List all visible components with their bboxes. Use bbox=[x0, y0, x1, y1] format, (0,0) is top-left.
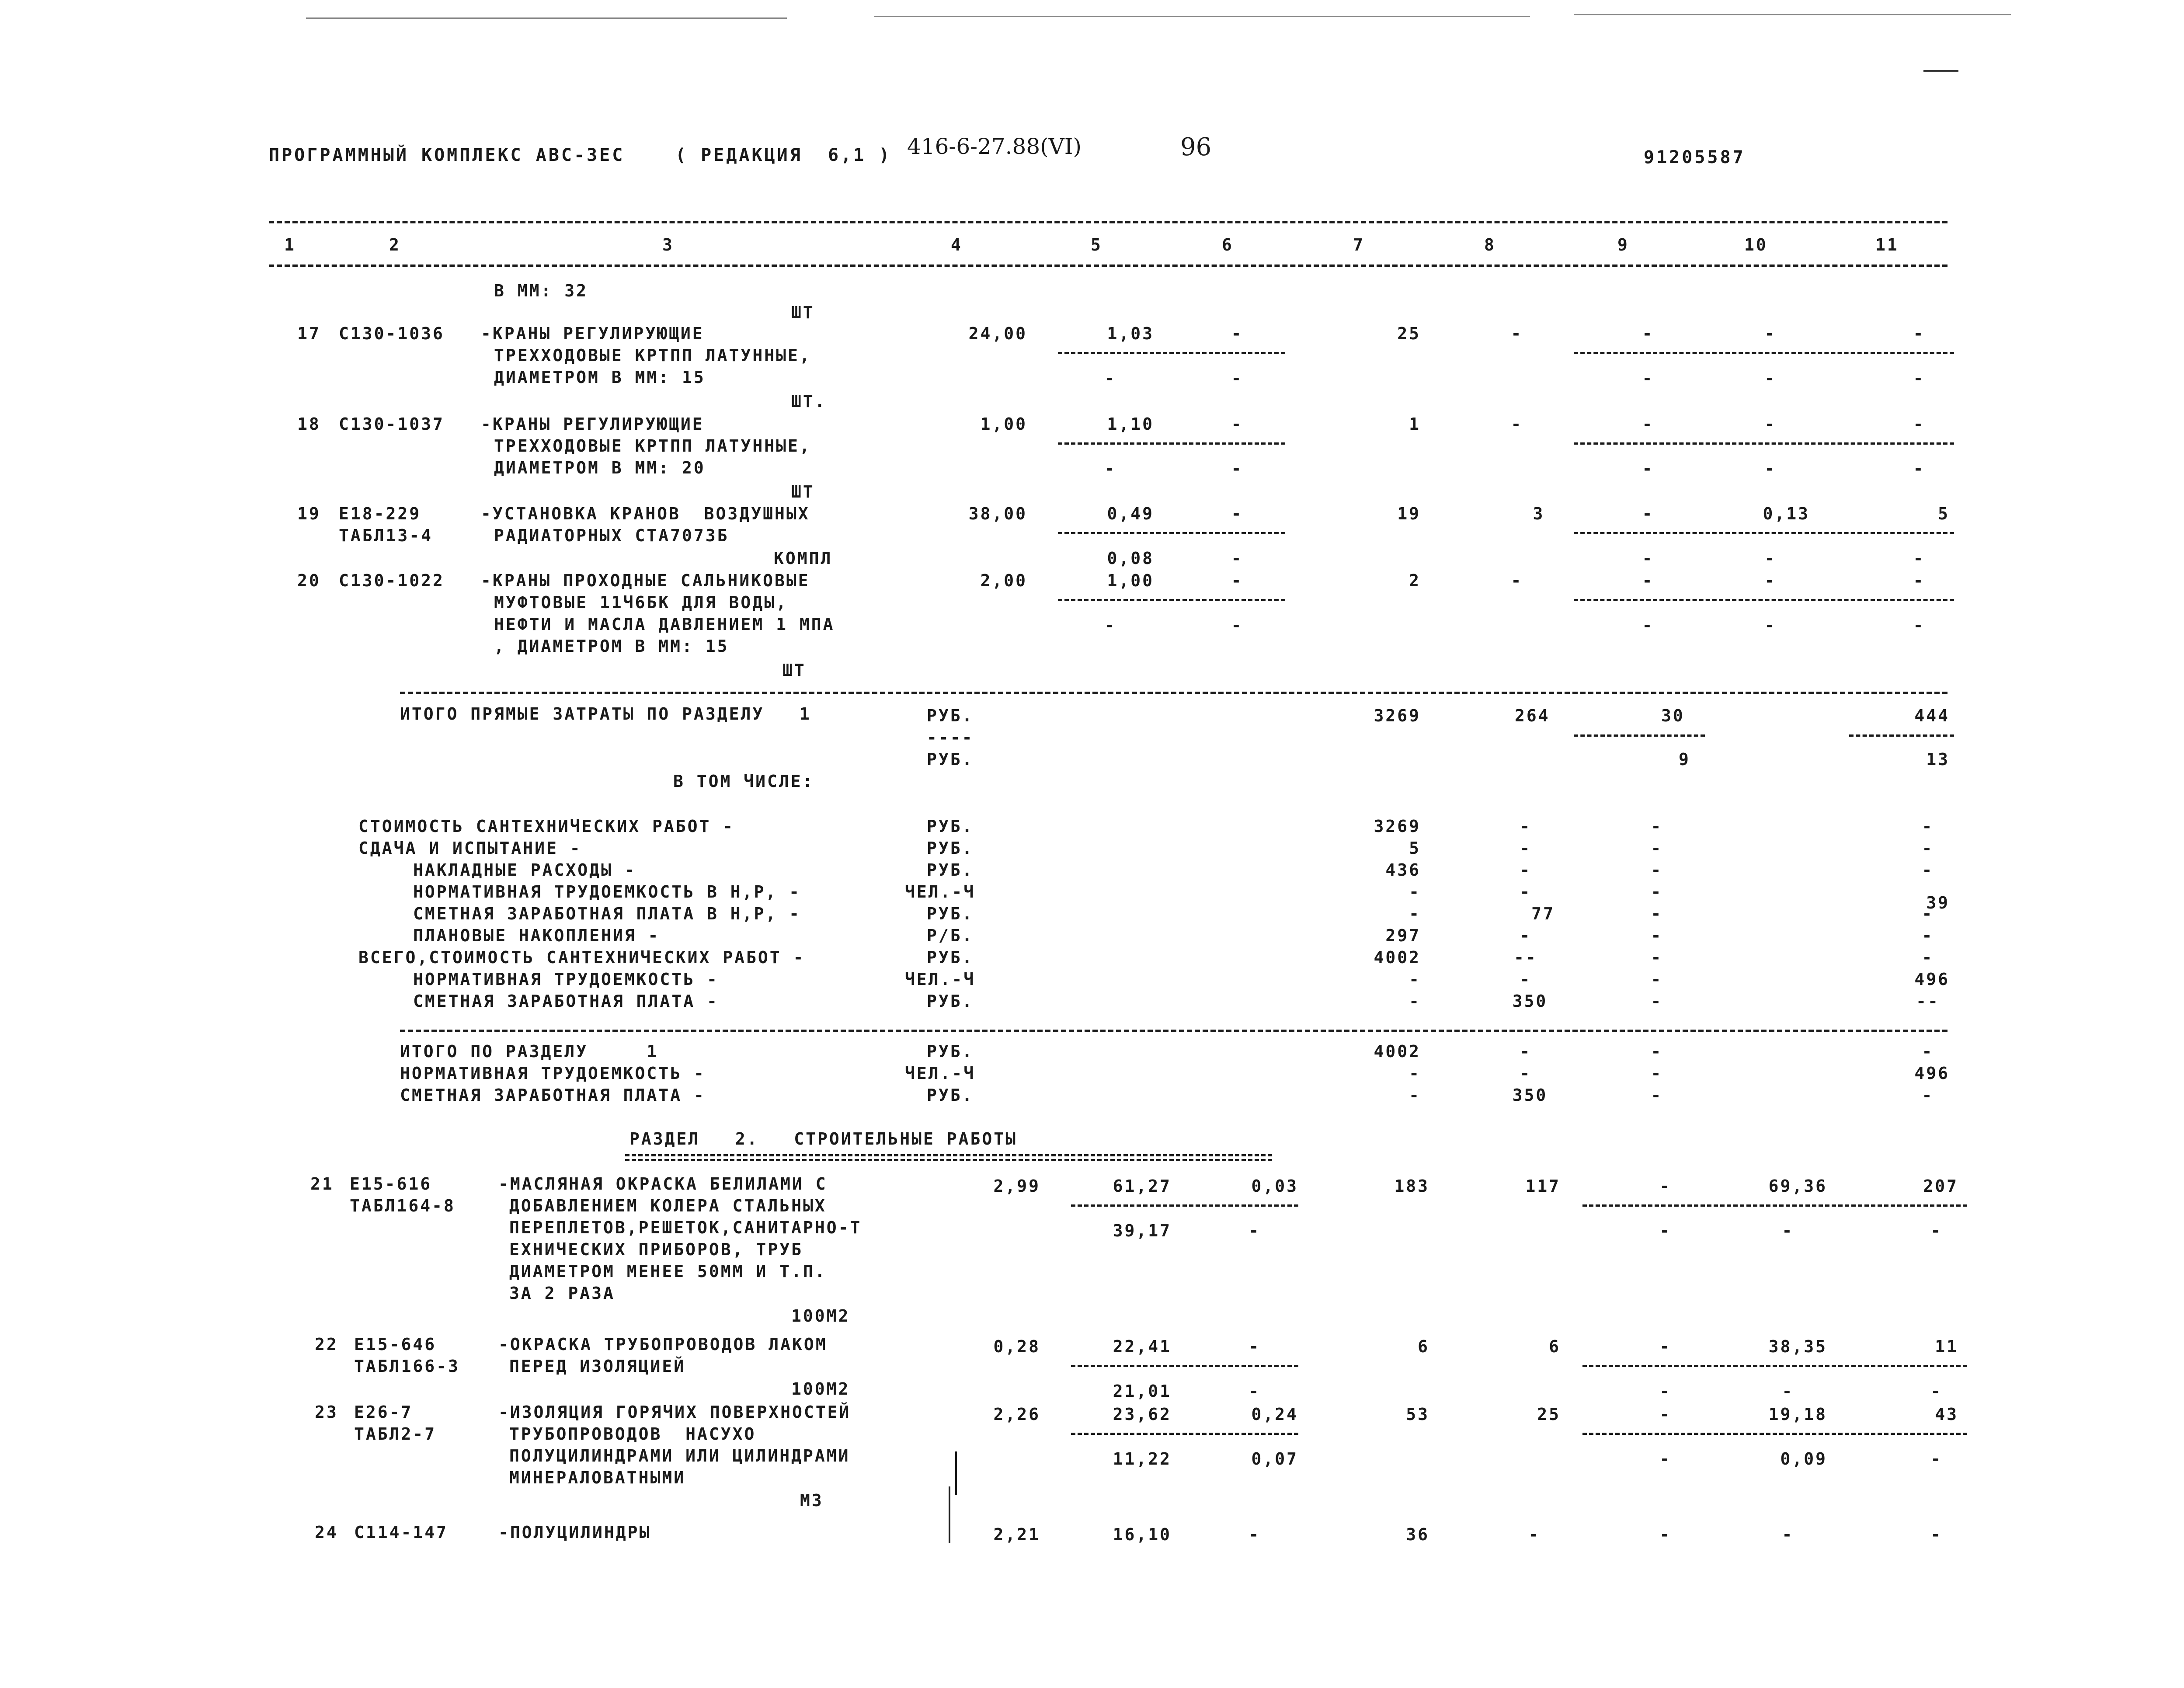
breakdown-c7: - bbox=[1409, 882, 1421, 901]
breakdown-unit: РУБ. bbox=[927, 860, 974, 880]
breakdown-c7: 3269 bbox=[1374, 817, 1421, 836]
row-subcode: ТАБЛ166-3 bbox=[354, 1357, 460, 1376]
cell-c6: - bbox=[1231, 571, 1243, 590]
row-code: С130-1036 bbox=[339, 324, 445, 343]
breakdown-c9: - bbox=[1651, 970, 1663, 989]
cell-c5-sub: 39,17 bbox=[1113, 1221, 1172, 1240]
col-header-11: 11 bbox=[1875, 235, 1899, 254]
section-total-c11: 444 bbox=[1914, 706, 1950, 725]
row-desc-line: -КРАНЫ РЕГУЛИРУЮЩИЕ bbox=[481, 414, 704, 434]
cell-qty: 1,00 bbox=[980, 414, 1027, 434]
cell-c8: - bbox=[1511, 414, 1523, 434]
row-desc-line: ДОБАВЛЕНИЕМ КОЛЕРА СТАЛЬНЫХ bbox=[509, 1196, 827, 1215]
cell-c10: 19,18 bbox=[1768, 1405, 1827, 1424]
breakdown-c8: 77 bbox=[1531, 904, 1555, 923]
final-total-c11: - bbox=[1922, 1042, 1934, 1061]
cell-c9-sub: - bbox=[1642, 549, 1654, 568]
breakdown-c7: - bbox=[1409, 992, 1421, 1011]
cell-c9: - bbox=[1642, 324, 1654, 343]
cell-c7: 19 bbox=[1397, 504, 1421, 523]
breakdown-unit: Р/Б. bbox=[927, 926, 974, 945]
section-total-c11-sub: 13 bbox=[1926, 750, 1950, 769]
section-2-title-underline bbox=[625, 1154, 1272, 1161]
breakdown-c9: - bbox=[1651, 926, 1663, 945]
row-number: 19 bbox=[297, 504, 321, 523]
row-desc-line: МУФТОВЫЕ 11Ч6БК ДЛЯ ВОДЫ, bbox=[494, 593, 788, 612]
breakdown-c7: 4002 bbox=[1374, 948, 1421, 967]
breakdown-unit: РУБ. bbox=[927, 839, 974, 858]
subtotal-rule bbox=[1058, 532, 1285, 534]
col-header-7: 7 bbox=[1353, 235, 1365, 254]
header-bottom-rule bbox=[269, 265, 1948, 267]
handwritten-mark bbox=[955, 1451, 957, 1495]
cell-c10-sub: - bbox=[1782, 1221, 1794, 1240]
section-total-rule bbox=[400, 692, 1948, 694]
breakdown-c11: - bbox=[1922, 839, 1934, 858]
document-code: 91205587 bbox=[1644, 147, 1746, 167]
breakdown-unit: РУБ. bbox=[927, 992, 974, 1011]
cell-c6: - bbox=[1231, 414, 1243, 434]
row-unit: КОМПЛ bbox=[774, 549, 833, 568]
cell-c5-sub: 21,01 bbox=[1113, 1382, 1172, 1401]
cell-c7: 183 bbox=[1394, 1176, 1429, 1196]
final-total-c7: 4002 bbox=[1374, 1042, 1421, 1061]
cell-c11-sub: - bbox=[1913, 616, 1925, 635]
cell-c5: 23,62 bbox=[1113, 1405, 1172, 1424]
breakdown-c9: - bbox=[1651, 839, 1663, 858]
cell-c9: - bbox=[1659, 1176, 1672, 1196]
cell-c7: 2 bbox=[1409, 571, 1421, 590]
row-desc-line: -МАСЛЯНАЯ ОКРАСКА БЕЛИЛАМИ С bbox=[498, 1174, 828, 1194]
final-total-unit: ЧЕЛ.-Ч bbox=[905, 1064, 976, 1083]
cell-c11-sub: - bbox=[1930, 1221, 1943, 1240]
final-total-unit: РУБ. bbox=[927, 1042, 974, 1061]
breakdown-c11: - bbox=[1922, 926, 1934, 945]
subtotal-rule bbox=[1071, 1204, 1298, 1207]
row-desc-line: -ИЗОЛЯЦИЯ ГОРЯЧИХ ПОВЕРХНОСТЕЙ bbox=[498, 1403, 851, 1422]
col-header-6: 6 bbox=[1222, 235, 1234, 254]
cell-qty: 2,21 bbox=[993, 1525, 1040, 1544]
cell-c9: - bbox=[1659, 1337, 1672, 1356]
cell-qty: 2,26 bbox=[993, 1405, 1040, 1424]
cell-c11: - bbox=[1930, 1525, 1943, 1544]
cell-c5: 61,27 bbox=[1113, 1176, 1172, 1196]
section-total-c9-sub: 9 bbox=[1679, 750, 1690, 769]
page-number: 96 bbox=[1180, 133, 1212, 161]
breakdown-label: СДАЧА И ИСПЫТАНИЕ - bbox=[358, 839, 582, 858]
cell-c5: 1,00 bbox=[1107, 571, 1154, 590]
row-desc-line: ТРЕХХОДОВЫЕ КРТПП ЛАТУННЫЕ, bbox=[494, 346, 811, 365]
breakdown-c7: 297 bbox=[1385, 926, 1421, 945]
scan-artifact-line bbox=[1574, 14, 2011, 15]
section-total-c8: 264 bbox=[1515, 706, 1550, 725]
continuation-unit: ШТ bbox=[791, 303, 815, 322]
cell-c5: 16,10 bbox=[1113, 1525, 1172, 1544]
breakdown-c7: 436 bbox=[1385, 860, 1421, 880]
cell-c11: 207 bbox=[1923, 1176, 1958, 1196]
cell-c10-sub: - bbox=[1764, 616, 1777, 635]
breakdown-c9: - bbox=[1651, 882, 1663, 901]
subtotal-rule bbox=[1574, 734, 1705, 737]
cell-c9-sub: - bbox=[1642, 616, 1654, 635]
row-number: 24 bbox=[315, 1523, 338, 1542]
row-desc-line: ДИАМЕТРОМ В ММ: 15 bbox=[494, 368, 706, 387]
subtotal-rule bbox=[1071, 1365, 1298, 1367]
row-desc-line: , ДИАМЕТРОМ В ММ: 15 bbox=[494, 637, 729, 656]
breakdown-c8: - bbox=[1520, 970, 1532, 989]
cell-c10: 69,36 bbox=[1768, 1176, 1827, 1196]
breakdown-label: СМЕТНАЯ ЗАРАБОТНАЯ ПЛАТА - bbox=[413, 992, 719, 1011]
subtotal-rule bbox=[1574, 442, 1954, 445]
breakdown-c9: - bbox=[1651, 817, 1663, 836]
breakdown-label: НОРМАТИВНАЯ ТРУДОЕМКОСТЬ В Н,Р, - bbox=[413, 882, 801, 901]
edition-label: ( РЕДАКЦИЯ 6,1 ) bbox=[675, 145, 892, 165]
col-header-2: 2 bbox=[389, 235, 401, 254]
subtotal-rule bbox=[1849, 734, 1954, 737]
section-total-unit: РУБ. bbox=[927, 706, 974, 725]
col-header-9: 9 bbox=[1617, 235, 1629, 254]
subtotal-rule bbox=[1574, 532, 1954, 534]
scan-artifact-line bbox=[306, 17, 787, 19]
row-code: С130-1022 bbox=[339, 571, 445, 590]
cell-c9: - bbox=[1659, 1525, 1672, 1544]
row-number: 17 bbox=[297, 324, 321, 343]
cell-c5: 1,10 bbox=[1107, 414, 1154, 434]
cell-c6-sub: - bbox=[1248, 1382, 1261, 1401]
col-header-8: 8 bbox=[1484, 235, 1496, 254]
subtotal-rule bbox=[1058, 442, 1285, 445]
section-total-c7: 3269 bbox=[1374, 706, 1421, 725]
cell-c11: - bbox=[1913, 571, 1925, 590]
row-desc-line: МИНЕРАЛОВАТНЫМИ bbox=[509, 1468, 686, 1487]
cell-c8: 6 bbox=[1549, 1337, 1561, 1356]
cell-c11: - bbox=[1913, 414, 1925, 434]
row-desc-line: ДИАМЕТРОМ В ММ: 20 bbox=[494, 458, 706, 477]
final-total-c11: 496 bbox=[1914, 1064, 1950, 1083]
project-code-handwritten: 416-6-27.88(VI) bbox=[907, 134, 1082, 159]
cell-c11-sub: - bbox=[1913, 369, 1925, 388]
header-top-rule bbox=[269, 221, 1948, 223]
cell-c10: - bbox=[1764, 414, 1777, 434]
scan-artifact-line bbox=[874, 16, 1530, 17]
row-desc-line: РАДИАТОРНЫХ СТА7073Б bbox=[494, 526, 729, 545]
cell-c6: 0,24 bbox=[1251, 1405, 1298, 1424]
row-unit: ШТ bbox=[791, 482, 815, 501]
cell-c8: - bbox=[1511, 324, 1523, 343]
final-total-label: ИТОГО ПО РАЗДЕЛУ 1 bbox=[400, 1042, 659, 1061]
final-total-c9: - bbox=[1651, 1042, 1663, 1061]
breakdown-c11: - bbox=[1922, 817, 1934, 836]
cell-c9-sub: - bbox=[1659, 1221, 1672, 1240]
breakdown-c8: - bbox=[1520, 817, 1532, 836]
cell-c7: 1 bbox=[1409, 414, 1421, 434]
breakdown-unit: РУБ. bbox=[927, 817, 974, 836]
cell-c9-sub: - bbox=[1642, 459, 1654, 478]
row-desc-line: -КРАНЫ РЕГУЛИРУЮЩИЕ bbox=[481, 324, 704, 343]
row-desc-line: -ОКРАСКА ТРУБОПРОВОДОВ ЛАКОМ bbox=[498, 1335, 828, 1354]
row-code: Е18-229 bbox=[339, 504, 421, 523]
breakdown-label: СТОИМОСТЬ САНТЕХНИЧЕСКИХ РАБОТ - bbox=[358, 817, 735, 836]
subtotal-rule bbox=[1574, 352, 1954, 354]
row-desc-line: -УСТАНОВКА КРАНОВ ВОЗДУШНЫХ bbox=[481, 504, 810, 523]
row-code: Е15-616 bbox=[350, 1174, 432, 1194]
row-unit: ШТ bbox=[782, 661, 806, 680]
breakdown-c11: 496 bbox=[1914, 970, 1950, 989]
subtotal-rule bbox=[1574, 599, 1954, 601]
breakdown-c9: - bbox=[1651, 948, 1663, 967]
final-total-c9: - bbox=[1651, 1064, 1663, 1083]
row-number: 18 bbox=[297, 414, 321, 434]
breakdown-c8: - bbox=[1520, 839, 1532, 858]
breakdown-c7: 5 bbox=[1409, 839, 1421, 858]
breakdown-label: СМЕТНАЯ ЗАРАБОТНАЯ ПЛАТА В Н,Р, - bbox=[413, 904, 801, 923]
cell-c10-sub: - bbox=[1782, 1382, 1794, 1401]
cell-c7: 6 bbox=[1418, 1337, 1429, 1356]
row-unit: ШТ. bbox=[791, 392, 827, 411]
row-number: 20 bbox=[297, 571, 321, 590]
cell-c5: 22,41 bbox=[1113, 1337, 1172, 1356]
row-subcode: ТАБЛ13-4 bbox=[339, 526, 433, 545]
subtotal-rule bbox=[1058, 352, 1285, 354]
breakdown-c7: - bbox=[1409, 970, 1421, 989]
final-total-c11: - bbox=[1922, 1086, 1934, 1105]
row-code: С114-147 bbox=[354, 1523, 449, 1542]
breakdown-c11: - bbox=[1922, 948, 1934, 967]
final-total-label: СМЕТНАЯ ЗАРАБОТНАЯ ПЛАТА - bbox=[400, 1086, 706, 1105]
cell-c7: 25 bbox=[1397, 324, 1421, 343]
row-desc-line: ПЕРЕПЛЕТОВ,РЕШЕТОК,САНИТАРНО-Т bbox=[509, 1218, 862, 1237]
cell-c10-sub: - bbox=[1764, 549, 1777, 568]
col-header-3: 3 bbox=[662, 235, 674, 254]
col-header-1: 1 bbox=[284, 235, 296, 254]
row-desc-line: ЗА 2 РАЗА bbox=[509, 1284, 615, 1303]
final-total-c8: - bbox=[1520, 1042, 1532, 1061]
row-desc-line: ТРЕХХОДОВЫЕ КРТПП ЛАТУННЫЕ, bbox=[494, 436, 811, 456]
breakdown-c9: - bbox=[1651, 992, 1663, 1011]
cell-qty: 2,99 bbox=[993, 1176, 1040, 1196]
row-desc-line: ЕХНИЧЕСКИХ ПРИБОРОВ, ТРУБ bbox=[509, 1240, 803, 1259]
breakdown-c8: - bbox=[1520, 860, 1532, 880]
breakdown-unit: ЧЕЛ.-Ч bbox=[905, 970, 976, 989]
row-desc-line: -КРАНЫ ПРОХОДНЫЕ САЛЬНИКОВЫЕ bbox=[481, 571, 810, 590]
cell-c5-sub: - bbox=[1104, 616, 1116, 635]
row-desc-line: ТРУБОПРОВОДОВ НАСУХО bbox=[509, 1424, 756, 1444]
subtotal-rule bbox=[1071, 1433, 1298, 1435]
breakdown-label: ВСЕГО,СТОИМОСТЬ САНТЕХНИЧЕСКИХ РАБОТ - bbox=[358, 948, 805, 967]
cell-c5-sub: - bbox=[1104, 459, 1116, 478]
cell-c9: - bbox=[1642, 504, 1654, 523]
row-code: С130-1037 bbox=[339, 414, 445, 434]
cell-c11-sub: - bbox=[1913, 549, 1925, 568]
cell-qty: 0,28 bbox=[993, 1337, 1040, 1356]
breakdown-unit: РУБ. bbox=[927, 904, 974, 923]
subtotal-rule bbox=[1582, 1204, 1967, 1207]
breakdown-c11: 39 bbox=[1926, 893, 1950, 912]
cell-c6-sub: - bbox=[1231, 549, 1243, 568]
breakdown-c8: 350 bbox=[1512, 992, 1548, 1011]
cell-c8: 3 bbox=[1533, 504, 1545, 523]
section-total-c9: 30 bbox=[1661, 706, 1685, 725]
col-header-4: 4 bbox=[951, 235, 963, 254]
cell-c5: 1,03 bbox=[1107, 324, 1154, 343]
cell-c6: - bbox=[1248, 1525, 1261, 1544]
cell-c11: - bbox=[1913, 324, 1925, 343]
cell-c6: - bbox=[1248, 1337, 1261, 1356]
breakdown-label: НОРМАТИВНАЯ ТРУДОЕМКОСТЬ - bbox=[413, 970, 719, 989]
program-name: ПРОГРАММНЫЙ КОМПЛЕКС АВС-ЗЕС bbox=[269, 145, 625, 165]
row-desc-line: -ПОЛУЦИЛИНДРЫ bbox=[498, 1523, 651, 1542]
col-header-10: 10 bbox=[1744, 235, 1768, 254]
breakdown-c11: - bbox=[1922, 904, 1934, 923]
row-unit: 100М2 bbox=[791, 1379, 850, 1399]
breakdown-label: НАКЛАДНЫЕ РАСХОДЫ - bbox=[413, 860, 636, 880]
row-unit: 100М2 bbox=[791, 1306, 850, 1326]
scan-artifact-line bbox=[1923, 70, 1958, 72]
cell-c11-sub: - bbox=[1930, 1382, 1943, 1401]
section-total-unit: РУБ. bbox=[927, 750, 974, 769]
cell-c6-sub: - bbox=[1231, 616, 1243, 635]
final-total-c8: - bbox=[1520, 1064, 1532, 1083]
col-header-5: 5 bbox=[1091, 235, 1102, 254]
cell-c10: 38,35 bbox=[1768, 1337, 1827, 1356]
cell-c11-sub: - bbox=[1913, 459, 1925, 478]
final-total-c7: - bbox=[1409, 1086, 1421, 1105]
row-number: 22 bbox=[315, 1335, 338, 1354]
cell-c11-sub: - bbox=[1930, 1449, 1943, 1469]
row-desc-line: ПЕРЕД ИЗОЛЯЦИЕЙ bbox=[509, 1357, 686, 1376]
cell-c5: 0,49 bbox=[1107, 504, 1154, 523]
cell-c9: - bbox=[1659, 1405, 1672, 1424]
row-subcode: ТАБЛ164-8 bbox=[350, 1196, 456, 1215]
final-total-c9: - bbox=[1651, 1086, 1663, 1105]
cell-c8: 117 bbox=[1525, 1176, 1561, 1196]
cell-c10: - bbox=[1764, 324, 1777, 343]
row-subcode: ТАБЛ2-7 bbox=[354, 1424, 437, 1444]
cell-c9: - bbox=[1642, 414, 1654, 434]
final-total-c8: 350 bbox=[1512, 1086, 1548, 1105]
cell-c5-sub: 0,08 bbox=[1107, 549, 1154, 568]
cell-c11: 5 bbox=[1938, 504, 1950, 523]
breakdown-label: ПЛАНОВЫЕ НАКОПЛЕНИЯ - bbox=[413, 926, 660, 945]
final-total-unit: РУБ. bbox=[927, 1086, 974, 1105]
subtotal-rule bbox=[1058, 599, 1285, 601]
row-unit: М3 bbox=[800, 1491, 824, 1510]
cell-c9-sub: - bbox=[1659, 1382, 1672, 1401]
cell-c6-sub: - bbox=[1231, 369, 1243, 388]
cell-qty: 38,00 bbox=[968, 504, 1027, 523]
row-desc-line: ДИАМЕТРОМ МЕНЕЕ 50ММ И Т.П. bbox=[509, 1262, 827, 1281]
row-desc-line: ПОЛУЦИЛИНДРАМИ ИЛИ ЦИЛИНДРАМИ bbox=[509, 1446, 850, 1465]
breakdown-c8: -- bbox=[1514, 948, 1537, 967]
breakdown-c11: - bbox=[1922, 860, 1934, 880]
breakdown-c11: -- bbox=[1916, 992, 1940, 1011]
handwritten-mark bbox=[949, 1486, 950, 1543]
cell-c10-sub: 0,09 bbox=[1780, 1449, 1827, 1469]
including-label: В ТОМ ЧИСЛЕ: bbox=[673, 772, 814, 791]
cell-c6-sub: - bbox=[1248, 1221, 1261, 1240]
row-code: Е26-7 bbox=[354, 1403, 413, 1422]
section-total-unit-dash: ---- bbox=[927, 728, 974, 747]
cell-c11: 11 bbox=[1935, 1337, 1958, 1356]
cell-c8: - bbox=[1528, 1525, 1541, 1544]
subtotal-rule bbox=[1582, 1365, 1967, 1367]
breakdown-c7: - bbox=[1409, 904, 1421, 923]
cell-c10: 0,13 bbox=[1763, 504, 1810, 523]
subtotal-rule bbox=[1582, 1433, 1967, 1435]
cell-c5-sub: - bbox=[1104, 369, 1116, 388]
row-code: Е15-646 bbox=[354, 1335, 437, 1354]
breakdown-unit: РУБ. bbox=[927, 948, 974, 967]
cell-c11: 43 bbox=[1935, 1405, 1958, 1424]
cell-c7: 53 bbox=[1406, 1405, 1429, 1424]
cell-c9: - bbox=[1642, 571, 1654, 590]
cell-c7: 36 bbox=[1406, 1525, 1429, 1544]
cell-c10-sub: - bbox=[1764, 459, 1777, 478]
cell-c10: - bbox=[1782, 1525, 1794, 1544]
final-total-label: НОРМАТИВНАЯ ТРУДОЕМКОСТЬ - bbox=[400, 1064, 706, 1083]
cell-c9-sub: - bbox=[1659, 1449, 1672, 1469]
final-total-rule bbox=[400, 1030, 1948, 1032]
cell-c5-sub: 11,22 bbox=[1113, 1449, 1172, 1469]
final-total-c7: - bbox=[1409, 1064, 1421, 1083]
breakdown-c9: - bbox=[1651, 904, 1663, 923]
cell-c6: - bbox=[1231, 504, 1243, 523]
row-number: 23 bbox=[315, 1403, 338, 1422]
cell-c6-sub: 0,07 bbox=[1251, 1449, 1298, 1469]
section-2-title: РАЗДЕЛ 2. СТРОИТЕЛЬНЫЕ РАБОТЫ bbox=[629, 1129, 1017, 1149]
row-desc-line: НЕФТИ И МАСЛА ДАВЛЕНИЕМ 1 МПА bbox=[494, 615, 835, 634]
breakdown-c8: - bbox=[1520, 882, 1532, 901]
cell-c8: 25 bbox=[1537, 1405, 1561, 1424]
breakdown-unit: ЧЕЛ.-Ч bbox=[905, 882, 976, 901]
cell-c10-sub: - bbox=[1764, 369, 1777, 388]
cell-c9-sub: - bbox=[1642, 369, 1654, 388]
row-number: 21 bbox=[310, 1174, 334, 1194]
cell-c10: - bbox=[1764, 571, 1777, 590]
cell-c6: 0,03 bbox=[1251, 1176, 1298, 1196]
cell-qty: 2,00 bbox=[980, 571, 1027, 590]
cell-c8: - bbox=[1511, 571, 1523, 590]
breakdown-c8: - bbox=[1520, 926, 1532, 945]
cell-c6: - bbox=[1231, 324, 1243, 343]
cell-qty: 24,00 bbox=[968, 324, 1027, 343]
breakdown-c9: - bbox=[1651, 860, 1663, 880]
continuation-desc: В ММ: 32 bbox=[494, 281, 588, 300]
cell-c6-sub: - bbox=[1231, 459, 1243, 478]
section-total-label: ИТОГО ПРЯМЫЕ ЗАТРАТЫ ПО РАЗДЕЛУ 1 bbox=[400, 704, 811, 724]
